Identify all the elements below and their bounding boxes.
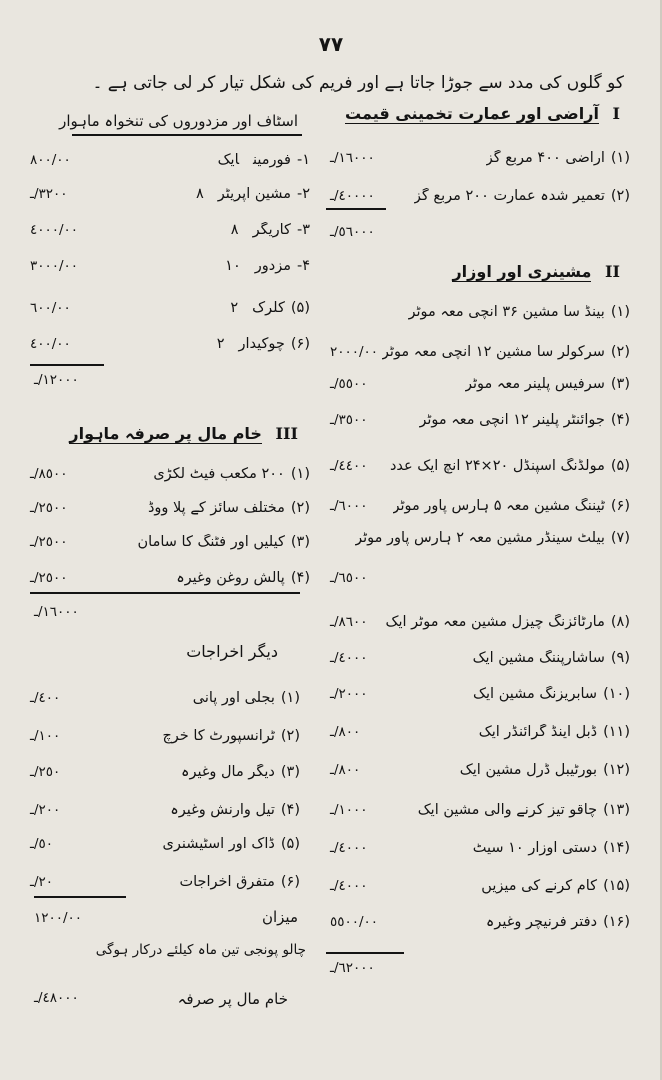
section2-title: مشینری اور اوزار xyxy=(452,262,592,281)
row-text: ٹیننگ مشین معہ ۵ ہارس پاور موٹر xyxy=(392,498,605,514)
staff-heading: اسٹاف اور مزدوروں کی تنخواہ ماہوار xyxy=(59,112,298,130)
page-number: ۷۷ xyxy=(318,32,344,56)
row-amount: ٨٦٠٠/ـ xyxy=(330,614,368,630)
row-description xyxy=(193,690,300,706)
row-description xyxy=(218,152,310,168)
table-row xyxy=(330,868,630,894)
row-text: ٹرانسپورٹ کا خرچ xyxy=(162,728,275,744)
row-text: مختلف سائز کے پلا ووڈ xyxy=(147,500,285,516)
table-row xyxy=(330,604,630,630)
table-row xyxy=(330,714,630,740)
row-description xyxy=(179,874,300,890)
row-number: (۴) xyxy=(290,570,310,586)
row-description xyxy=(460,762,630,778)
row-text: مشین آپریٹر xyxy=(217,186,291,202)
row-text: ۲۰۰ مکعب فیٹ لکڑی xyxy=(153,466,285,482)
row-number: (۶) xyxy=(280,874,300,890)
row-text: سابریزنگ مشین ایک xyxy=(473,686,598,702)
row-amount: ٨٥٠٠/ـ xyxy=(30,466,68,482)
row-description xyxy=(355,530,630,546)
row-amount: ٢٥٠٠/ـ xyxy=(30,570,68,586)
row-number: (۸) xyxy=(610,614,630,630)
row-description xyxy=(481,878,630,894)
table-row xyxy=(30,212,310,238)
table-row xyxy=(330,334,630,360)
section3-heading xyxy=(69,424,298,443)
row-number: (۳) xyxy=(280,764,300,780)
row-number: (۵) xyxy=(610,458,630,474)
row-number: ۱- xyxy=(296,152,310,168)
row-amount: ٤٠٠٠/٠٠ xyxy=(30,222,79,238)
row-amount: ٣٠٠٠/٠٠ xyxy=(30,258,79,274)
row-amount: ٦٠٠/٠٠ xyxy=(30,300,71,316)
table-row xyxy=(30,490,310,516)
row-count: ۱۰ xyxy=(225,258,241,274)
row-text: متفرق اخراجات xyxy=(179,874,275,890)
row-number: (۱۳) xyxy=(603,802,630,818)
row-number: (۱) xyxy=(610,150,630,166)
table-row xyxy=(30,456,310,482)
row-number: (۵) xyxy=(280,836,300,852)
row-description xyxy=(473,686,630,702)
table-row xyxy=(330,676,630,702)
row-number: (۹) xyxy=(610,650,630,666)
row-number: ۲- xyxy=(296,186,310,202)
row-description xyxy=(153,466,310,482)
row-description xyxy=(162,728,300,744)
row-number: (۱۶) xyxy=(603,914,630,930)
row-count: ۲ xyxy=(216,336,225,352)
row-number: (۴) xyxy=(610,412,630,428)
raw-total: ١٦٠٠٠/ـ xyxy=(34,604,79,620)
row-number: (۲) xyxy=(290,500,310,516)
row-text: ڈبل اینڈ گرائنڈر ایک xyxy=(478,724,598,740)
row-number: (۶) xyxy=(290,336,310,352)
row-description xyxy=(419,412,630,428)
staff-total: ١٢٠٠٠/ـ xyxy=(34,372,79,388)
row-description xyxy=(624,570,630,586)
row-text: ڈاک اور اسٹیشنری xyxy=(162,836,275,852)
row-text: دفتر فرنیچر وغیرہ xyxy=(485,914,598,930)
staff-heading-underline xyxy=(72,134,302,136)
other-total-rule xyxy=(34,896,126,898)
table-row xyxy=(30,718,300,744)
row-description xyxy=(473,840,630,856)
table-row xyxy=(30,290,310,316)
section2-total: ٦٢٠٠٠/ـ xyxy=(330,960,375,976)
row-number: (۱) xyxy=(290,466,310,482)
row-amount: ٦٠٠٠/ـ xyxy=(330,498,368,514)
row-description xyxy=(231,222,310,238)
working-capital-note: چالو پونجی تین ماہ کیلئے درکار ہوگی xyxy=(95,942,306,958)
raw-total-rule xyxy=(30,592,300,594)
row-count: ۸ xyxy=(195,186,204,202)
table-row xyxy=(330,640,630,666)
row-number: (۱۰) xyxy=(603,686,630,702)
section1-heading xyxy=(345,104,620,123)
table-row xyxy=(330,402,630,428)
table-row xyxy=(330,792,630,818)
row-text: سرکولر سا مشین ۱۲ انچی معہ موٹر xyxy=(381,344,605,360)
raw-material-footer-label: خام مال پر صرفہ xyxy=(177,990,288,1008)
other-expenses-heading: دیگر اخراجات xyxy=(186,642,278,661)
row-description xyxy=(138,534,310,550)
row-description xyxy=(382,344,630,360)
row-description xyxy=(473,650,630,666)
row-amount: ٢٥٠٠/ـ xyxy=(30,500,68,516)
row-number: (۵) xyxy=(290,300,310,316)
row-count: ۲ xyxy=(230,300,239,316)
section1-total-rule xyxy=(326,208,386,210)
row-description xyxy=(181,764,300,780)
row-text: بیلٹ سینڈر مشین معہ ۲ ہارس پاور موٹر xyxy=(355,530,605,546)
row-description xyxy=(418,802,630,818)
row-text: کیلیں اور فٹنگ کا سامان xyxy=(137,534,285,550)
row-text: دستی اوزار ۱۰ سیٹ xyxy=(472,840,598,856)
row-amount: ٥٠/ـ xyxy=(30,836,54,852)
row-text: سرفیس پلینر معہ موٹر xyxy=(464,376,605,392)
section1-title: آراضی اور عمارت تخمینی قیمت xyxy=(345,104,599,123)
row-text: مزدور xyxy=(254,258,291,274)
row-amount: ٨٠٠/٠٠ xyxy=(30,152,71,168)
row-description xyxy=(393,498,630,514)
row-amount: ٤٠٠٠/ـ xyxy=(330,650,368,666)
row-amount: ٨٠٠/ـ xyxy=(330,762,361,778)
row-text: دیگر مال وغیرہ xyxy=(180,764,275,780)
row-description xyxy=(196,186,310,202)
row-text: مارٹائزنگ چیزل مشین معہ موٹر ایک xyxy=(385,614,605,630)
table-row xyxy=(30,680,300,706)
row-text: چوکیدار xyxy=(238,336,285,352)
row-description xyxy=(230,300,310,316)
table-row xyxy=(30,792,300,818)
row-amount: ٤٠٠٠/ـ xyxy=(330,878,368,894)
row-number: (۲) xyxy=(280,728,300,744)
row-count: ایک xyxy=(217,152,240,168)
section2-heading xyxy=(452,262,620,281)
row-text: مولڈنگ اسپنڈل ۲۰×۲۴ انچ ایک عدد xyxy=(389,458,605,474)
section1-total: ٥٦٠٠٠/ـ xyxy=(330,224,375,240)
row-text: چاقو تیز کرنے والی مشین ایک xyxy=(417,802,598,818)
table-row xyxy=(30,754,300,780)
row-amount: ٤٤٠٠/ـ xyxy=(330,458,368,474)
row-amount: ٨٠٠/ـ xyxy=(330,724,361,740)
row-amount: ٣٢٠٠/ـ xyxy=(30,186,68,202)
section3-title: خام مال پر صرفہ ماہوار xyxy=(69,424,262,443)
final-amount: ٤٨٠٠٠/ـ xyxy=(34,990,79,1006)
table-row xyxy=(330,448,630,474)
table-row xyxy=(330,904,630,930)
row-description xyxy=(170,802,300,818)
table-row xyxy=(30,864,300,890)
row-amount: ٣٥٠٠/ـ xyxy=(330,412,368,428)
row-number: (۱۴) xyxy=(603,840,630,856)
row-amount: ٢٠٠٠/٠٠ xyxy=(330,344,379,360)
table-row xyxy=(330,140,630,166)
table-row xyxy=(30,176,310,202)
row-description xyxy=(414,188,630,204)
row-description xyxy=(176,570,310,586)
row-number: (۷) xyxy=(610,530,630,546)
table-row xyxy=(30,142,310,168)
table-row xyxy=(30,826,300,852)
table-row xyxy=(330,560,630,586)
table-row xyxy=(330,294,630,320)
row-description xyxy=(486,150,630,166)
row-text: تعمیر شدہ عمارت ۲۰۰ مربع گز xyxy=(413,188,605,204)
staff-total-rule xyxy=(30,364,104,366)
row-count: ۸ xyxy=(230,222,239,238)
row-text: جوائنٹر پلینر ۱۲ انچی معہ موٹر xyxy=(419,412,605,428)
row-amount: ١٠٠/ـ xyxy=(30,728,61,744)
section2-total-rule xyxy=(326,952,404,954)
row-text: بجلی اور پانی xyxy=(192,690,275,706)
row-description xyxy=(148,500,310,516)
row-description xyxy=(163,836,300,852)
row-text: فورمین xyxy=(253,152,291,168)
table-row xyxy=(330,752,630,778)
row-amount: ٤٠٠٠/ـ xyxy=(330,840,368,856)
row-text: آراضی ۴۰۰ مربع گز xyxy=(485,150,605,166)
row-amount: ٤٠٠٠٠/ـ xyxy=(330,188,375,204)
row-amount: ٤٠٠/٠٠ xyxy=(30,336,71,352)
table-row xyxy=(330,488,630,514)
row-number: (۱۲) xyxy=(603,762,630,778)
row-description xyxy=(486,914,630,930)
row-amount: ٢٠/ـ xyxy=(30,874,54,890)
row-description xyxy=(390,458,630,474)
row-text: کاریگر xyxy=(252,222,291,238)
row-amount: ٦٥٠٠/ـ xyxy=(330,570,368,586)
row-number: (۲) xyxy=(610,188,630,204)
row-description xyxy=(217,336,310,352)
row-number: ۴- xyxy=(296,258,310,274)
table-row xyxy=(330,178,630,204)
row-amount: ١٠٠٠/ـ xyxy=(330,802,368,818)
total-label: میزان xyxy=(261,908,298,926)
row-amount: ٢٥٠٠/ـ xyxy=(30,534,68,550)
row-amount: ٥٥٠٠/ـ xyxy=(330,376,368,392)
table-row xyxy=(330,366,630,392)
row-number: (۲) xyxy=(610,344,630,360)
row-text: بینڈ سا مشین ۳۶ انچی معہ موٹر xyxy=(408,304,605,320)
table-row xyxy=(30,560,310,586)
row-text: بورٹیبل ڈرل مشین ایک xyxy=(459,762,598,778)
row-number: (۱) xyxy=(610,304,630,320)
row-number: (۳) xyxy=(290,534,310,550)
row-amount: ٤٠٠/ـ xyxy=(30,690,61,706)
row-text: کلرک xyxy=(252,300,285,316)
row-number: (۱۵) xyxy=(603,878,630,894)
other-total: ١٢٠٠/٠٠ xyxy=(34,910,83,926)
section1-roman: I xyxy=(612,104,620,123)
row-number: (۱۱) xyxy=(603,724,630,740)
row-number: (۶) xyxy=(610,498,630,514)
row-description xyxy=(479,724,630,740)
row-description xyxy=(465,376,630,392)
row-text: کام کرنے کی میزیں xyxy=(481,878,598,894)
table-row xyxy=(330,520,630,546)
row-number: ۳- xyxy=(296,222,310,238)
row-amount: ٢٠٠٠/ـ xyxy=(330,686,368,702)
row-amount: ٢٥٠/ـ xyxy=(30,764,61,780)
section3-roman: III xyxy=(275,424,298,443)
row-text: تیل وارنش وغیرہ xyxy=(170,802,275,818)
row-amount: ١٦٠٠٠/ـ xyxy=(330,150,375,166)
table-row xyxy=(30,524,310,550)
intro-paragraph: کو گلوں کی مدد سے جوڑا جاتا ہے اور فریم کی شکل تیار کر لی جاتی ہے ۔ xyxy=(92,73,624,93)
row-number: (۱) xyxy=(280,690,300,706)
row-amount: ٥٥٠٠/٠٠ xyxy=(330,914,379,930)
table-row xyxy=(30,326,310,352)
row-number: (۳) xyxy=(610,376,630,392)
row-number: (۴) xyxy=(280,802,300,818)
table-row xyxy=(30,248,310,274)
row-text: ساشارپننگ مشین ایک xyxy=(472,650,605,666)
row-description xyxy=(408,304,630,320)
row-amount: ٢٠٠/ـ xyxy=(30,802,61,818)
section2-roman: II xyxy=(605,262,620,281)
row-description xyxy=(225,258,310,274)
table-row xyxy=(330,830,630,856)
row-description xyxy=(386,614,630,630)
row-text: پالش روغن وغیرہ xyxy=(176,570,285,586)
